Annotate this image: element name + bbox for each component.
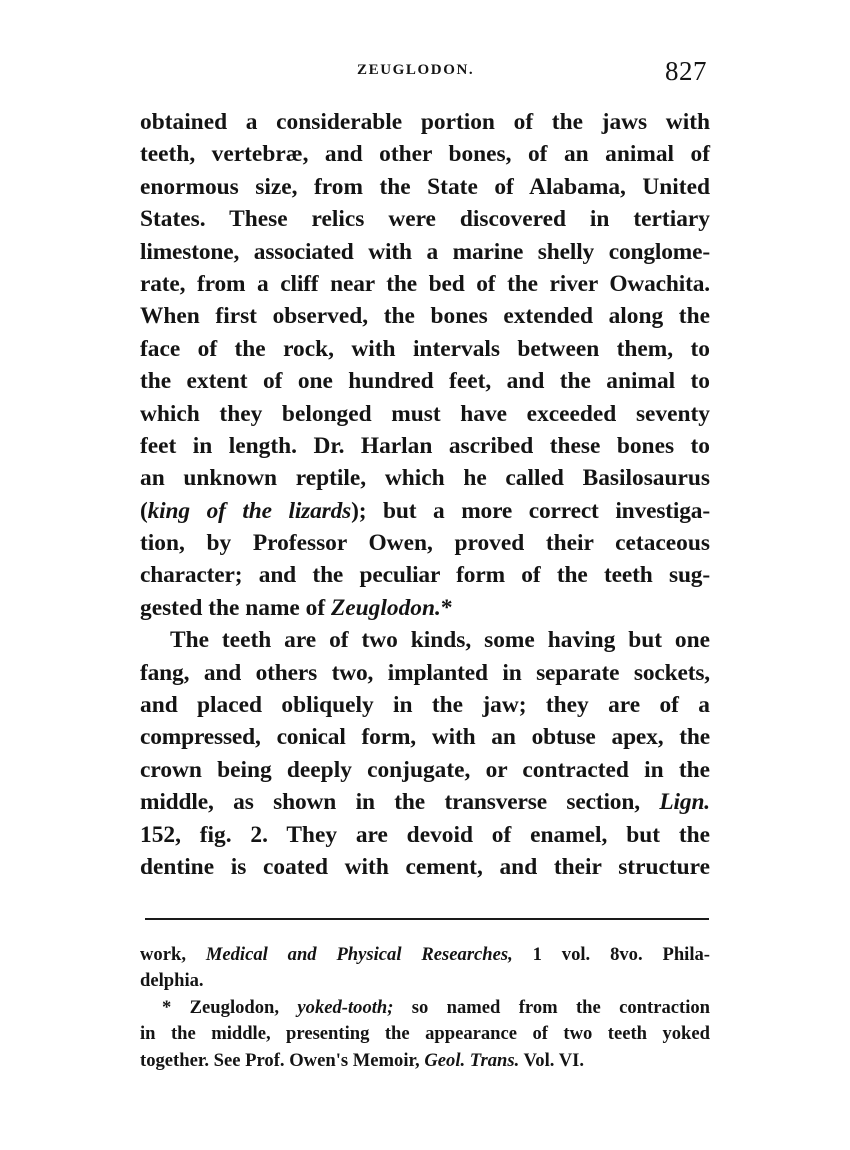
text-segment: ); but a more correct investiga- (351, 497, 710, 524)
text-segment: together. See Prof. Owen's Memoir, (140, 1049, 425, 1071)
footnote-continued (140, 942, 710, 995)
text-segment: work, (140, 944, 206, 965)
text-line: tion, by Professor Owen, proved their cetaceous (140, 530, 710, 557)
paragraph-2 (140, 624, 710, 883)
text-line: the extent of one hundred feet, and the animal to (140, 368, 710, 395)
paren-open: ( (140, 497, 148, 524)
text-line: rate, from a cliff near the bed of the river Owachita. (140, 270, 710, 297)
text-line: feet in length. Dr. Harlan ascribed these bones to (140, 432, 710, 459)
text-segment: * Zeuglodon, (162, 996, 298, 1018)
text-segment: middle, as shown in the transverse section, (140, 789, 660, 816)
page-number: 827 (665, 56, 707, 86)
italic-reference: Lign. (659, 789, 710, 816)
text-line (140, 786, 710, 818)
footnote-line: delphia. (140, 970, 204, 992)
text-line: teeth, vertebræ, and other bones, of an animal of (140, 141, 710, 168)
text-line (140, 495, 710, 527)
italic-title: Medical and Physical Researches, (205, 944, 513, 965)
running-head: ZEUGLODON. (357, 62, 475, 78)
text-line: which they belonged must have exceeded seventy (140, 400, 710, 427)
text-segment: so named from the contraction (393, 996, 710, 1018)
footnote-mark: * (440, 594, 453, 621)
text-line: fang, and others two, implanted in separate sockets, (140, 659, 710, 686)
text-line: limestone, associated with a marine shelly conglome- (140, 238, 710, 265)
footnote-rule (145, 918, 709, 920)
text-segment: 1 vol. 8vo. Phila- (512, 944, 710, 965)
text-segment: gested the name of (140, 594, 331, 621)
text-line: The teeth are of two kinds, some having but one (170, 627, 710, 654)
text-line: enormous size, from the State of Alabama, United (140, 173, 710, 200)
footnote-line (140, 1048, 710, 1074)
text-line: character; and the peculiar form of the teeth sug- (140, 562, 710, 589)
text-line (140, 592, 710, 624)
text-segment: Vol. VI. (519, 1049, 585, 1071)
text-line: and placed obliquely in the jaw; they are of a (140, 692, 710, 719)
text-line: compressed, conical form, with an obtuse apex, the (140, 724, 710, 751)
text-line: crown being deeply conjugate, or contracted in the (140, 756, 710, 783)
text-line: dentine is coated with cement, and their structure (140, 853, 710, 880)
footnote-line: in the middle, presenting the appearance of two teeth yoked (140, 1023, 710, 1045)
italic-phrase: king of the lizards (147, 497, 352, 524)
italic-phrase: yoked-tooth; (297, 996, 394, 1018)
footnote-line (140, 942, 710, 968)
text-line: 152, fig. 2. They are devoid of enamel, but the (140, 821, 710, 848)
italic-journal: Geol. Trans. (424, 1049, 520, 1071)
footnotes (140, 942, 710, 1074)
paragraph-1 (140, 106, 710, 624)
italic-genus: Zeuglodon. (331, 594, 441, 621)
footnote-line (140, 995, 710, 1021)
body-text (140, 106, 710, 883)
text-line: an unknown reptile, which he called Basilosaurus (140, 465, 710, 492)
text-line: When first observed, the bones extended along the (140, 303, 710, 330)
text-line: obtained a considerable portion of the jaws with (140, 109, 710, 135)
text-line: States. These relics were discovered in tertiary (140, 206, 710, 233)
text-line: face of the rock, with intervals between them, to (140, 335, 710, 362)
footnote-zeuglodon (140, 995, 710, 1074)
